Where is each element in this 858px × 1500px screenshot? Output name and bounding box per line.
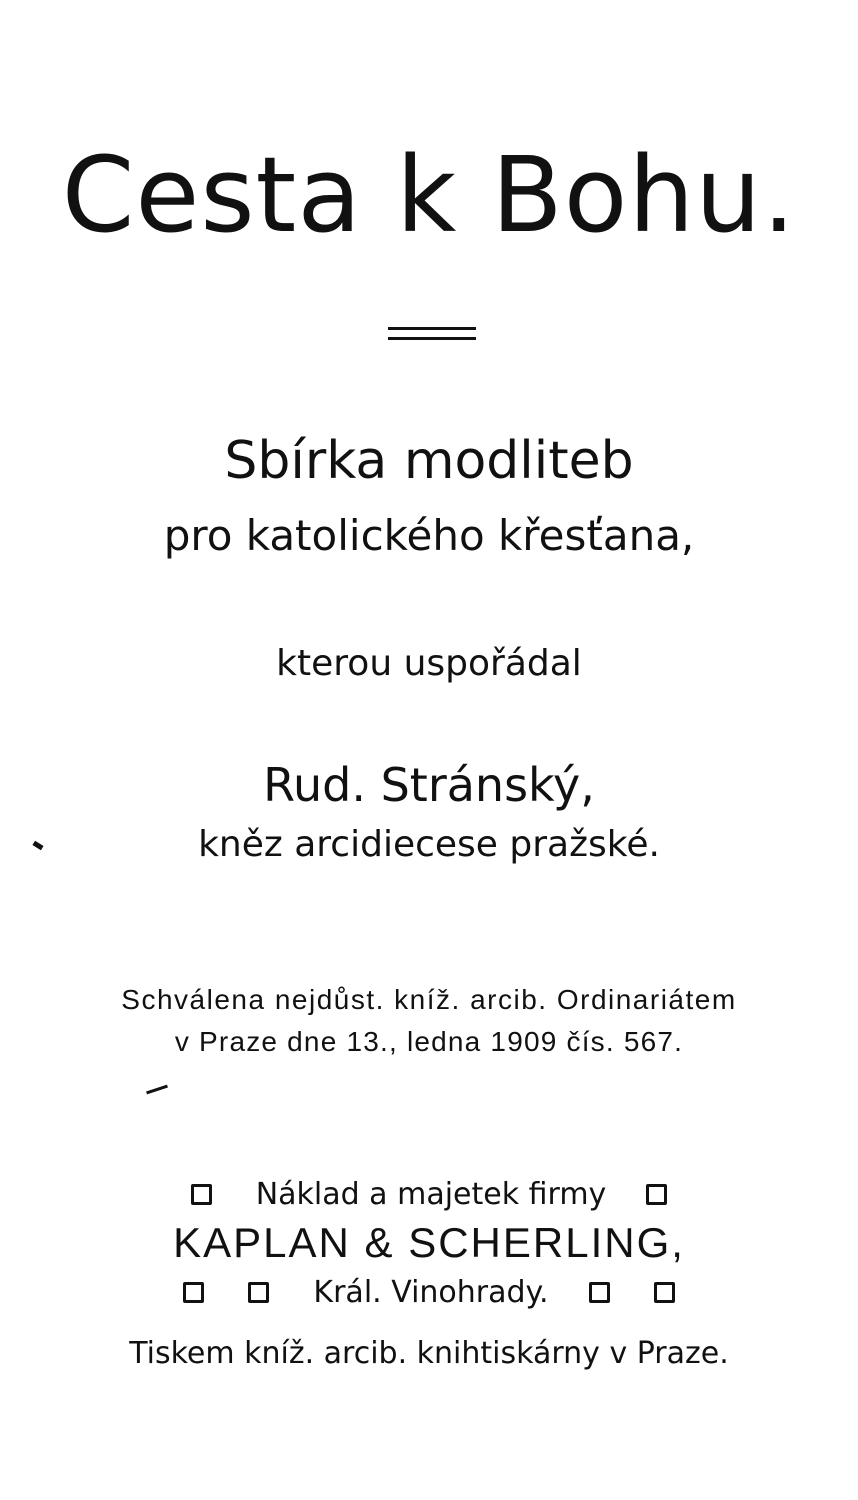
publisher-place-row (0, 1270, 858, 1314)
author-role: kněz arcidiecese pražské. (198, 824, 660, 865)
print-speck (146, 1085, 168, 1095)
square-outline-icon (248, 1282, 269, 1303)
rule-line-top (388, 327, 476, 330)
subtitle-line-2: pro katolického křesťana, (163, 511, 695, 560)
approval-line-2: v Praze dne 13., ledna 1909 čís. 567. (174, 1026, 684, 1057)
square-outline-icon (654, 1282, 675, 1303)
publisher-line-1-row (0, 1172, 858, 1216)
square-outline-icon (589, 1282, 610, 1303)
square-outline-icon (191, 1184, 212, 1205)
publisher-place: Král. Vinohrady. (313, 1274, 549, 1310)
square-outline-icon (646, 1184, 667, 1205)
book-title: Cesta k Bohu. (61, 134, 797, 256)
publisher-line-1: Náklad a majetek firmy (255, 1176, 607, 1212)
author-name: Rud. Stránský, (263, 758, 595, 812)
printer-line: Tiskem kníž. arcib. knihtiskárny v Praze. (129, 1336, 729, 1371)
compiled-by-text: kterou uspořádal (276, 643, 582, 684)
rule-line-bottom (388, 337, 476, 340)
approval-line-1: Schválena nejdůst. kníž. arcib. Ordinariátem (121, 984, 737, 1015)
double-rule-divider (388, 327, 476, 341)
publisher-name-row (0, 1215, 858, 1271)
square-outline-icon (183, 1282, 204, 1303)
subtitle-line-1: Sbírka modliteb (224, 431, 634, 491)
publisher-name: KAPLAN & SCHERLING, (173, 1219, 685, 1266)
